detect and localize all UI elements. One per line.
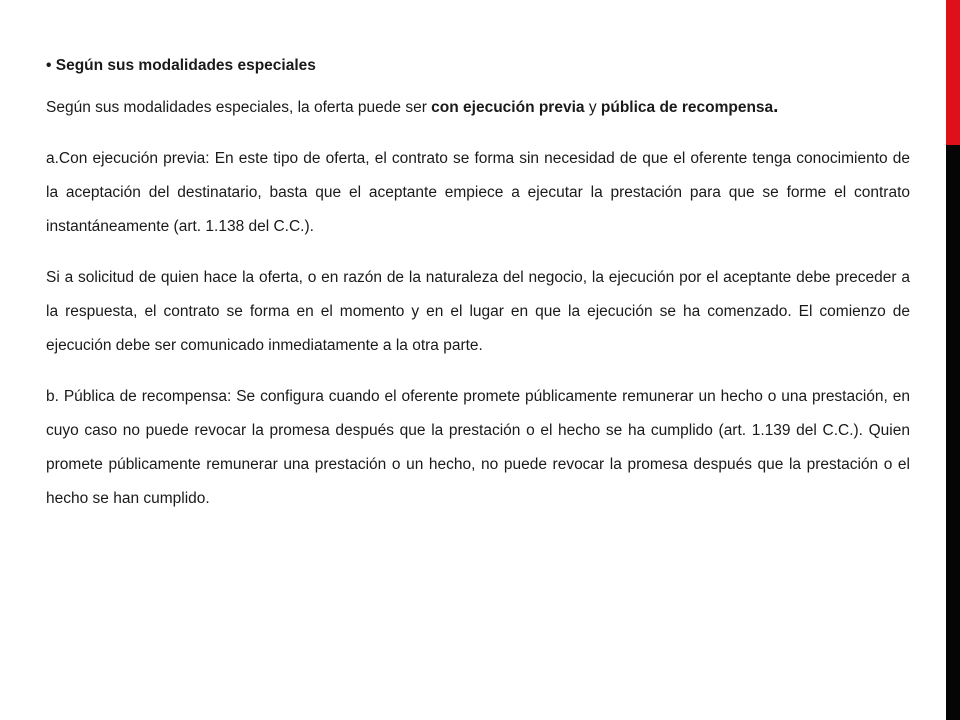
accent-bar-black (946, 145, 960, 720)
paragraph-solicitud: Si a solicitud de quien hace la oferta, o en razón de la naturaleza del negocio, la ejecución por el aceptante debe preceder a la respuesta, el contrato se forma en el momento y en el lugar en que la ejecución se ha comenzado. El comienzo de ejecución debe ser comunicado inmediatamente a la otra parte. (46, 269, 910, 354)
intro-paragraph (46, 90, 910, 125)
accent-bar-red (946, 0, 960, 145)
intro-text: Según sus modalidades especiales, la oferta puede ser (46, 99, 432, 116)
intro-term-publica-recompensa: pública de recompensa (600, 99, 774, 116)
section-heading: • Según sus modalidades especiales (46, 57, 316, 74)
paragraph-publica-recompensa: b. Pública de recompensa: Se configura cuando el oferente promete públicamente remunerar un hecho o una prestación, en cuyo caso no puede revocar la promesa después que la prestación o el hecho se ha cumplido (art. 1.139 del C.C.). Quien promete públicamente remunerar una prestación o un hecho, no puede revocar la promesa después que la prestación o el hecho se han cumplido. (46, 388, 910, 507)
slide-content (46, 56, 910, 516)
intro-period: . (773, 96, 779, 117)
paragraph-ejecucion-previa: a.Con ejecución previa: En este tipo de oferta, el contrato se forma sin necesidad de que el oferente tenga conocimiento de la aceptación del destinatario, basta que el aceptante empiece a ejecutar la prestación para que se forme el contrato instantáneamente (art. 1.138 del C.C.). (46, 150, 910, 235)
intro-term-ejecucion-previa: con ejecución previa (431, 99, 585, 116)
intro-connector: y (584, 99, 601, 116)
